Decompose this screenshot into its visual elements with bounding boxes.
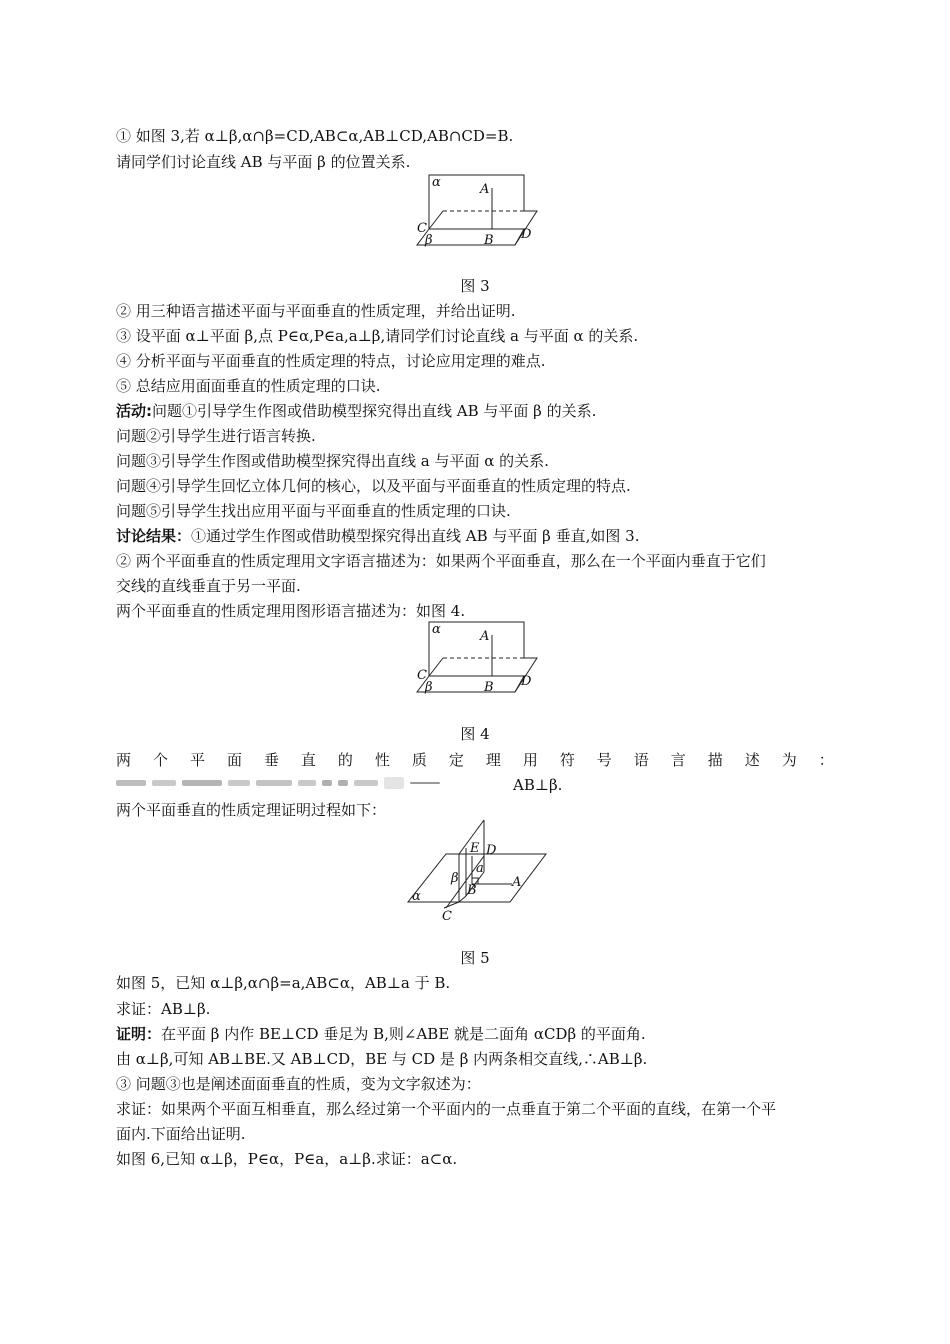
text-line: ③ 设平面 α⊥平面 β,点 P∈α,P∈a,a⊥β,请同学们讨论直线 a 与平面 α 的关系. bbox=[116, 327, 639, 345]
char: 理 bbox=[485, 751, 501, 769]
bold-label: 证明： bbox=[116, 1025, 162, 1043]
text-line: 两个平面垂直的性质定理证明过程如下： bbox=[116, 801, 387, 819]
figure-label: α bbox=[432, 622, 441, 637]
text-line: ④ 分析平面与平面垂直的性质定理的特点，讨论应用定理的难点. bbox=[116, 352, 546, 370]
figure-label: α bbox=[432, 175, 441, 190]
inline-text: 在平面 β 内作 BE⊥CD 垂足为 B,则∠ABE 就是二面角 αCDβ 的平面角. bbox=[161, 1025, 646, 1043]
text-line: 面内.下面给出证明. bbox=[116, 1125, 246, 1143]
figure-3-caption: 图 3 bbox=[460, 277, 490, 295]
text-line: 请同学们讨论直线 AB 与平面 β 的位置关系. bbox=[116, 153, 411, 171]
figure-label: C bbox=[417, 221, 427, 236]
char: 质 bbox=[411, 751, 427, 769]
char: 符 bbox=[559, 751, 575, 769]
bold-label: 活动: bbox=[116, 402, 152, 420]
figure-label: C bbox=[442, 909, 452, 924]
figure-label: β bbox=[425, 680, 433, 695]
text-line: 求证：AB⊥β. bbox=[116, 1000, 211, 1018]
figure-label: β bbox=[451, 871, 459, 886]
char: 直 bbox=[300, 751, 316, 769]
char: 的 bbox=[337, 751, 353, 769]
blurred-formula bbox=[116, 776, 440, 790]
char: 面 bbox=[226, 751, 242, 769]
figure-label: D bbox=[521, 674, 532, 689]
text-line: AB⊥β. bbox=[513, 776, 563, 794]
figure-label: B bbox=[467, 883, 477, 898]
justified-text-line bbox=[116, 750, 834, 770]
text-line bbox=[116, 526, 639, 546]
figure-label: D bbox=[521, 227, 532, 242]
text-line bbox=[116, 1024, 646, 1044]
text-line: 如图 5，已知 α⊥β,α∩β=a,AB⊂α，AB⊥a 于 B. bbox=[116, 974, 451, 992]
figure-4-caption: 图 4 bbox=[460, 725, 490, 743]
figure-label: B bbox=[484, 233, 494, 248]
text-line: 求证：如果两个平面互相垂直，那么经过第一个平面内的一点垂直于第二个平面的直线，在第一个平 bbox=[116, 1100, 777, 1118]
figure-label: A bbox=[480, 182, 490, 197]
char: 语 bbox=[633, 751, 649, 769]
char: 描 bbox=[707, 751, 723, 769]
text-line: ② 用三种语言描述平面与平面垂直的性质定理，并给出证明. bbox=[116, 302, 516, 320]
text-line: 问题③引导学生作图或借助模型探究得出直线 a 与平面 α 的关系. bbox=[116, 452, 549, 470]
text-line: ③ 问题③也是阐述面面垂直的性质，变为文字叙述为： bbox=[116, 1075, 481, 1093]
figure-label: A bbox=[512, 875, 522, 890]
char: 为 bbox=[781, 751, 797, 769]
char: 定 bbox=[448, 751, 464, 769]
inline-text: ①通过学生作图或借助模型探究得出直线 AB 与平面 β 垂直,如图 3. bbox=[191, 527, 640, 545]
text-line bbox=[116, 401, 596, 421]
char: 两 bbox=[116, 751, 132, 769]
figure-label: C bbox=[417, 668, 427, 683]
figure-label: B bbox=[484, 680, 494, 695]
figure-label: A bbox=[480, 629, 490, 644]
text-line: 由 α⊥β,可知 AB⊥BE.又 AB⊥CD，BE 与 CD 是 β 内两条相交直线,∴AB⊥β. bbox=[116, 1050, 648, 1068]
char: 垂 bbox=[263, 751, 279, 769]
text-line: 交线的直线垂直于另一平面. bbox=[116, 577, 301, 595]
figure-4-diagram bbox=[410, 619, 550, 701]
char: 性 bbox=[374, 751, 390, 769]
text-line: 问题⑤引导学生找出应用平面与平面垂直的性质定理的口诀. bbox=[116, 502, 511, 520]
text-line: 问题②引导学生进行语言转换. bbox=[116, 427, 316, 445]
figure-label: D bbox=[486, 843, 497, 858]
text-line: 如图 6,已知 α⊥β，P∈α，P∈a，a⊥β.求证：a⊂α. bbox=[116, 1150, 458, 1168]
text-line: 问题④引导学生回忆立体几何的核心，以及平面与平面垂直的性质定理的特点. bbox=[116, 477, 631, 495]
inline-text: 问题①引导学生作图或借助模型探究得出直线 AB 与平面 β 的关系. bbox=[152, 402, 597, 420]
char: 个 bbox=[152, 751, 168, 769]
text-line: 两个平面垂直的性质定理用图形语言描述为：如图 4. bbox=[116, 602, 466, 620]
figure-label: a bbox=[476, 861, 484, 876]
char: 用 bbox=[522, 751, 538, 769]
figure-5-diagram bbox=[404, 820, 550, 924]
char: ： bbox=[818, 751, 834, 769]
figure-label: E bbox=[470, 841, 480, 856]
text-line: ⑤ 总结应用面面垂直的性质定理的口诀. bbox=[116, 377, 381, 395]
char: 述 bbox=[744, 751, 760, 769]
figure-5-caption: 图 5 bbox=[460, 949, 490, 967]
char: 号 bbox=[596, 751, 612, 769]
bold-label: 讨论结果： bbox=[116, 527, 192, 545]
text-line: ② 两个平面垂直的性质定理用文字语言描述为：如果两个平面垂直，那么在一个平面内垂直于它们 bbox=[116, 552, 766, 570]
char: 平 bbox=[189, 751, 205, 769]
figure-label: α bbox=[412, 889, 421, 904]
char: 言 bbox=[670, 751, 686, 769]
text-line: ① 如图 3,若 α⊥β,α∩β=CD,AB⊂α,AB⊥CD,AB∩CD=B. bbox=[116, 127, 514, 145]
figure-label: β bbox=[425, 233, 433, 248]
figure-3-diagram bbox=[410, 172, 550, 254]
